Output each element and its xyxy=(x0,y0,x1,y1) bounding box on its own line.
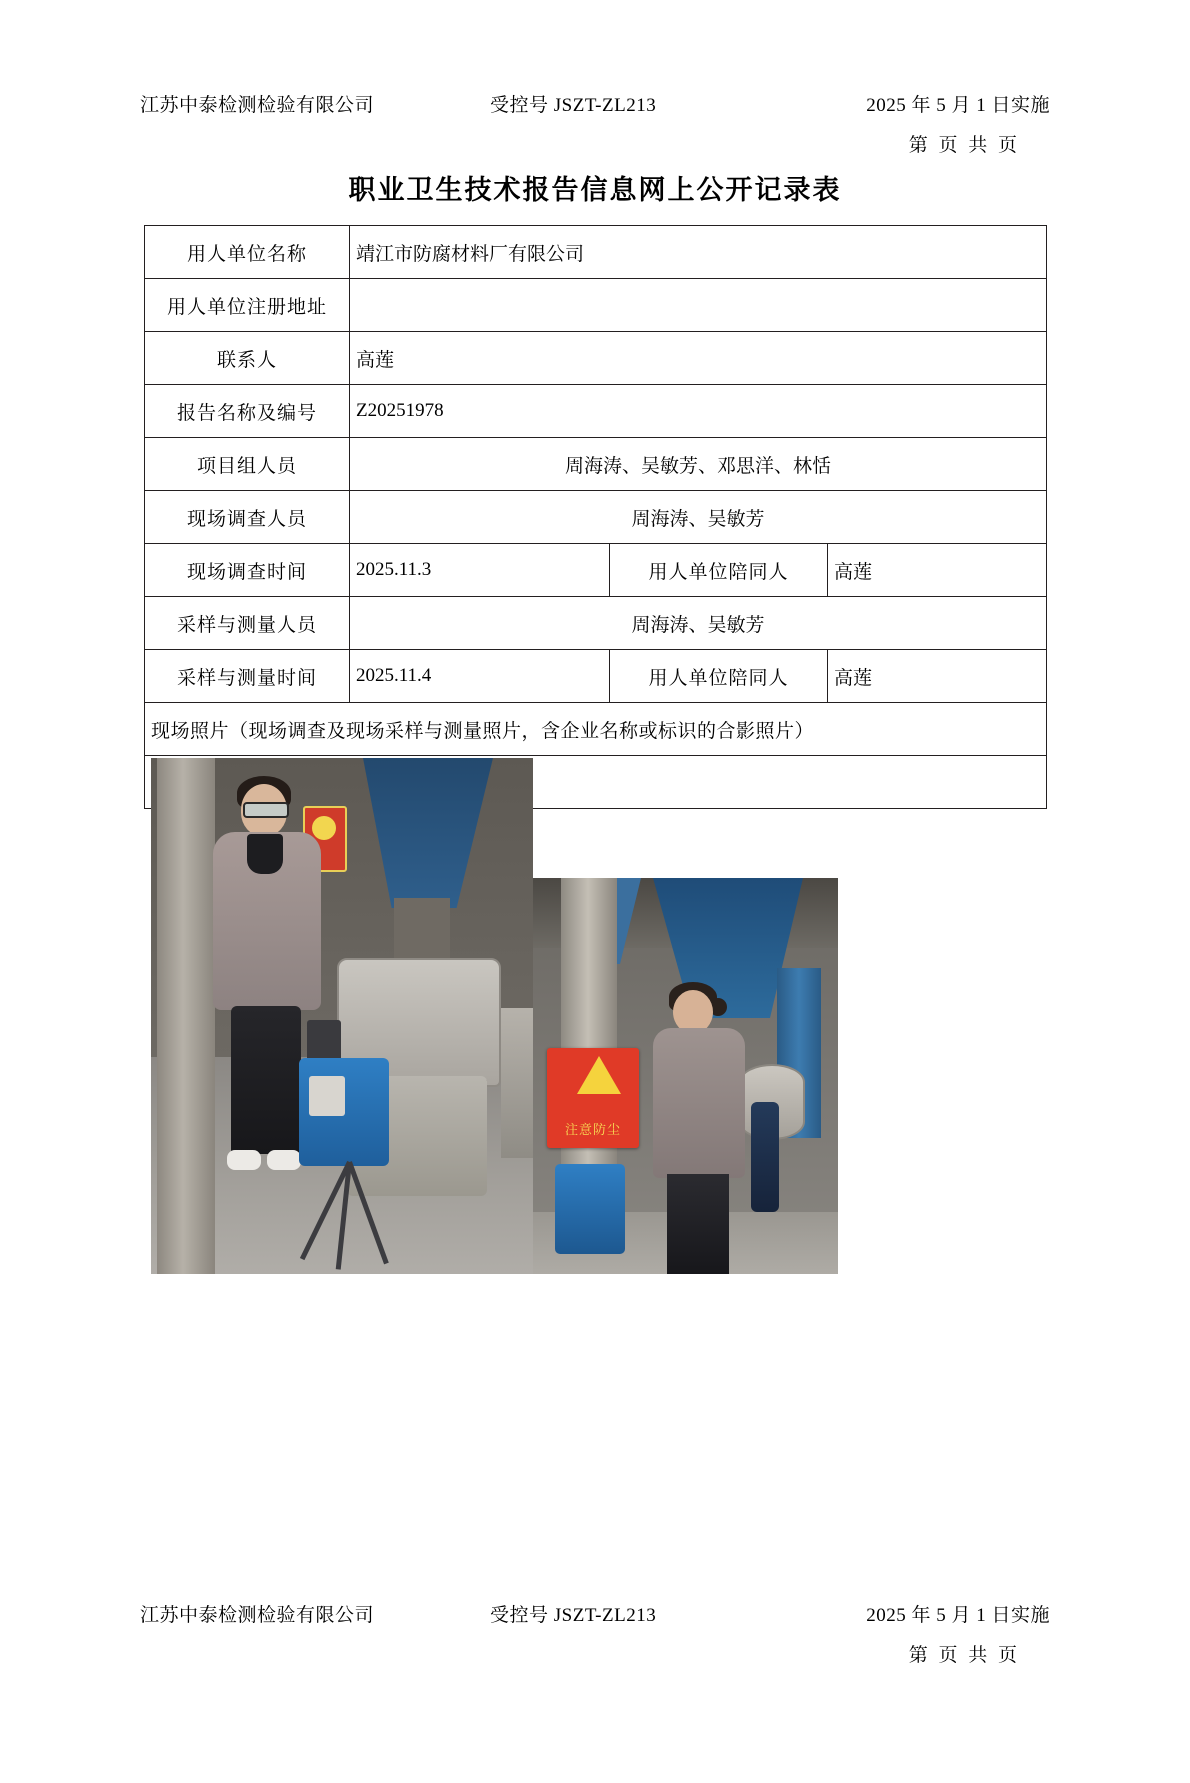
photo-a-pillar xyxy=(157,758,215,1274)
header-control-no: 受控号 JSZT-ZL213 xyxy=(490,95,657,116)
site-photo-survey[interactable] xyxy=(151,758,533,1274)
value-survey-staff[interactable]: 周海涛、吴敏芳 xyxy=(350,491,1047,544)
dust-warning-sign-text: 注意防尘 xyxy=(564,1122,621,1137)
photo-a-tripod xyxy=(301,1162,397,1272)
label-employer-name: 用人单位名称 xyxy=(145,226,350,279)
table-row xyxy=(145,756,1047,809)
value-employer-name[interactable]: 靖江市防腐材料厂有限公司 xyxy=(350,226,1047,279)
header-company: 江苏中泰检测检验有限公司 xyxy=(140,95,375,116)
page-title: 职业卫生技术报告信息网上公开记录表 xyxy=(348,175,842,205)
label-sampling-staff: 采样与测量人员 xyxy=(145,597,350,650)
value-employer-address[interactable] xyxy=(350,279,1047,332)
photo-a-pump-panel xyxy=(309,1076,345,1116)
label-project-team: 项目组人员 xyxy=(145,438,350,491)
label-contact-person: 联系人 xyxy=(145,332,350,385)
table-row xyxy=(145,332,1047,385)
footer-company: 江苏中泰检测检验有限公司 xyxy=(140,1605,375,1626)
dust-warning-sign-icon xyxy=(547,1048,639,1148)
photo-a-person-collar xyxy=(247,834,283,874)
photo-b-person-body xyxy=(653,1028,745,1178)
value-report-name-no[interactable]: Z20251978 xyxy=(350,385,1047,438)
photo-b-person-legs xyxy=(667,1174,729,1274)
photo-section-body xyxy=(145,756,1047,1137)
value-sampling-staff[interactable]: 周海涛、吴敏芳 xyxy=(350,597,1047,650)
photo-a-person-shoe-left xyxy=(227,1150,261,1170)
photo-b-sampling-pump xyxy=(555,1164,625,1254)
photo-a-person-shoe-right xyxy=(267,1150,301,1170)
warning-triangle-icon xyxy=(577,1056,621,1094)
photo-b-hanging-cloth xyxy=(751,1102,779,1212)
label-employer-address: 用人单位注册地址 xyxy=(145,279,350,332)
photo-section-header: 现场照片（现场调查及现场采样与测量照片，含企业名称或标识的合影照片） xyxy=(145,703,1047,756)
photo-container xyxy=(151,758,1040,1137)
page-header xyxy=(140,90,1050,157)
value-survey-time[interactable]: 2025.11.3 xyxy=(350,544,610,597)
table-row xyxy=(145,279,1047,332)
header-effective-date: 2025 年 5 月 1 日实施 xyxy=(866,95,1050,116)
table-row xyxy=(145,385,1047,438)
photo-a-person-legs xyxy=(231,1006,301,1154)
site-photo-sampling[interactable] xyxy=(533,878,838,1274)
table-row xyxy=(145,438,1047,491)
value-sampling-accompany[interactable]: 高莲 xyxy=(828,650,1047,703)
value-project-team[interactable]: 周海涛、吴敏芳、邓思洋、林恬 xyxy=(350,438,1047,491)
value-survey-accompany[interactable]: 高莲 xyxy=(828,544,1047,597)
footer-control-no: 受控号 JSZT-ZL213 xyxy=(490,1605,657,1626)
label-survey-time: 现场调查时间 xyxy=(145,544,350,597)
header-row xyxy=(140,90,1050,117)
value-contact-person[interactable]: 高莲 xyxy=(350,332,1047,385)
table-row xyxy=(145,703,1047,756)
header-page-number: 第 页 共 页 xyxy=(908,135,1020,156)
value-sampling-time[interactable]: 2025.11.4 xyxy=(350,650,610,703)
label-report-name-no: 报告名称及编号 xyxy=(145,385,350,438)
glasses-icon xyxy=(243,802,289,818)
table-row xyxy=(145,544,1047,597)
public-disclosure-form xyxy=(144,225,1047,1137)
table-row xyxy=(145,226,1047,279)
page-footer xyxy=(140,1600,1050,1667)
table-row xyxy=(145,650,1047,703)
label-sampling-accompany: 用人单位陪同人 xyxy=(610,650,828,703)
label-survey-accompany: 用人单位陪同人 xyxy=(610,544,828,597)
label-sampling-time: 采样与测量时间 xyxy=(145,650,350,703)
label-survey-staff: 现场调查人员 xyxy=(145,491,350,544)
table-row xyxy=(145,491,1047,544)
footer-page-number: 第 页 共 页 xyxy=(908,1645,1020,1666)
footer-effective-date: 2025 年 5 月 1 日实施 xyxy=(866,1605,1050,1626)
photo-a-barrel xyxy=(501,1008,533,1158)
table-row xyxy=(145,597,1047,650)
footer-row xyxy=(140,1600,1050,1627)
